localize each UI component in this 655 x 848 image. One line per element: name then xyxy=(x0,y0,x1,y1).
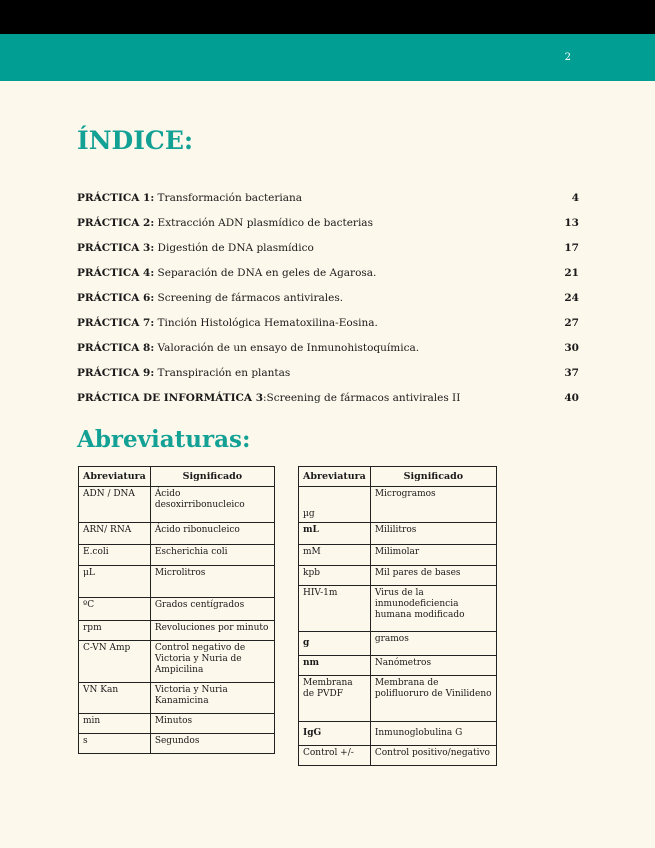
toc-entry[interactable] xyxy=(77,266,579,291)
abbr-cell: kpb xyxy=(299,566,371,586)
meaning-cell: Membrana de polifluoruro de Vinilideno xyxy=(370,676,496,722)
toc-entry-text: PRÁCTICA 2: Extracción ADN plasmídico de bacterias xyxy=(77,217,373,229)
table-row xyxy=(79,598,275,621)
table-row xyxy=(299,545,497,566)
toc-entry-text: PRÁCTICA 7: Tinción Histológica Hematoxilina-Eosina. xyxy=(77,317,378,329)
meaning-cell: Mil pares de bases xyxy=(370,566,496,586)
table-row xyxy=(299,632,497,656)
table-row xyxy=(299,656,497,676)
toc-entry-text: PRÁCTICA 8: Valoración de un ensayo de Inmunohistoquímica. xyxy=(77,342,420,354)
table-row xyxy=(299,566,497,586)
toc-entry[interactable] xyxy=(77,241,579,266)
toc-entry[interactable] xyxy=(77,291,579,316)
toc-entry-text: PRÁCTICA 1: Transformación bacteriana xyxy=(77,192,303,204)
toc-entry[interactable] xyxy=(77,341,579,366)
table-header-row xyxy=(299,467,497,487)
abbr-text: Membrana de PVDF xyxy=(303,678,353,699)
toc-page: 13 xyxy=(564,217,579,229)
toc-page: 40 xyxy=(564,392,579,404)
toc-entry-text: PRÁCTICA 4: Separación de DNA en geles de Agarosa. xyxy=(77,267,377,279)
table-row xyxy=(299,676,497,722)
abbr-cell: g xyxy=(299,632,371,656)
toc-page: 4 xyxy=(571,192,579,204)
abbr-cell: C-VN Amp xyxy=(79,641,151,683)
abbr-cell: Control +/- xyxy=(299,746,371,766)
table-row xyxy=(79,566,275,598)
column-header: Abreviatura xyxy=(79,467,151,487)
toc-page: 21 xyxy=(564,267,579,279)
header-band xyxy=(0,34,655,81)
table-row xyxy=(79,523,275,545)
table-row xyxy=(79,714,275,734)
table-row xyxy=(79,487,275,523)
meaning-cell: Milimolar xyxy=(370,545,496,566)
column-header: Significado xyxy=(150,467,274,487)
toc-page: 30 xyxy=(564,342,579,354)
meaning-cell: Revoluciones por minuto xyxy=(150,621,274,641)
table-row xyxy=(299,586,497,632)
table-row xyxy=(79,545,275,566)
abbr-cell: HIV-1m xyxy=(299,586,371,632)
table-row xyxy=(79,621,275,641)
meaning-cell: gramos xyxy=(370,632,496,656)
column-header: Significado xyxy=(370,467,496,487)
meaning-cell: Minutos xyxy=(150,714,274,734)
abbr-cell: µg xyxy=(299,487,371,523)
abbr-cell: s xyxy=(79,734,151,754)
toc-entry[interactable] xyxy=(77,316,579,341)
abbr-cell: μL xyxy=(79,566,151,598)
abbr-cell: min xyxy=(79,714,151,734)
toc-page: 37 xyxy=(564,367,579,379)
meaning-cell: Victoria y Nuria Kanamicina xyxy=(150,683,274,714)
toc-entry-text: PRÁCTICA 6: Screening de fármacos antivirales. xyxy=(77,292,344,304)
abbr-cell: ARN/ RNA xyxy=(79,523,151,545)
table-row xyxy=(79,683,275,714)
meaning-cell: Escherichia coli xyxy=(150,545,274,566)
index-title: ÍNDICE: xyxy=(77,126,194,155)
meaning-cell: Inmunoglobulina G xyxy=(370,722,496,746)
toc-entry-text: PRÁCTICA 3: Digestión de DNA plasmídico xyxy=(77,242,314,254)
meaning-cell: Grados centígrados xyxy=(150,598,274,621)
table-row xyxy=(79,734,275,754)
column-header: Abreviatura xyxy=(299,467,371,487)
meaning-cell: Ácido ribonucleico xyxy=(150,523,274,545)
meaning-cell: Segundos xyxy=(150,734,274,754)
meaning-cell: Control positivo/negativo xyxy=(370,746,496,766)
table-row xyxy=(299,722,497,746)
table-of-contents xyxy=(77,191,579,416)
abbr-cell: mM xyxy=(299,545,371,566)
toc-entry[interactable] xyxy=(77,391,579,416)
toc-entry[interactable] xyxy=(77,366,579,391)
abbr-cell: ºC xyxy=(79,598,151,621)
page-number: 2 xyxy=(564,52,571,63)
toc-entry[interactable] xyxy=(77,216,579,241)
abbr-cell: nm xyxy=(299,656,371,676)
table-row xyxy=(79,641,275,683)
abbr-cell: ADN / DNA xyxy=(79,487,151,523)
meaning-cell: Microgramos xyxy=(370,487,496,523)
abbreviations-table-right xyxy=(298,466,497,766)
meaning-cell: Ácido desoxirribonucleico xyxy=(150,487,274,523)
toc-page: 17 xyxy=(564,242,579,254)
meaning-cell: Nanómetros xyxy=(370,656,496,676)
abbreviations-table-left xyxy=(78,466,275,754)
meaning-cell: Control negativo de Victoria y Nuria de Ampicilina xyxy=(150,641,274,683)
table-header-row xyxy=(79,467,275,487)
table-row xyxy=(299,523,497,545)
toc-page: 27 xyxy=(564,317,579,329)
table-row xyxy=(299,746,497,766)
toc-entry-text: PRÁCTICA 9: Transpiración en plantas xyxy=(77,367,291,379)
meaning-cell: Microlitros xyxy=(150,566,274,598)
toc-entry[interactable] xyxy=(77,191,579,216)
top-black-band xyxy=(0,0,655,34)
meaning-cell: Mililitros xyxy=(370,523,496,545)
abbr-cell xyxy=(299,676,371,722)
abbr-cell: VN Kan xyxy=(79,683,151,714)
abbreviations-title: Abreviaturas: xyxy=(77,426,251,453)
abbr-cell: IgG xyxy=(299,722,371,746)
meaning-cell: Virus de la inmunodeficiencia humana modificado xyxy=(370,586,496,632)
abbr-cell: E.coli xyxy=(79,545,151,566)
toc-page: 24 xyxy=(564,292,579,304)
table-row xyxy=(299,487,497,523)
abbr-cell: mL xyxy=(299,523,371,545)
abbr-cell: rpm xyxy=(79,621,151,641)
toc-entry-text: PRÁCTICA DE INFORMÁTICA 3:Screening de fármacos antivirales II xyxy=(77,392,461,404)
